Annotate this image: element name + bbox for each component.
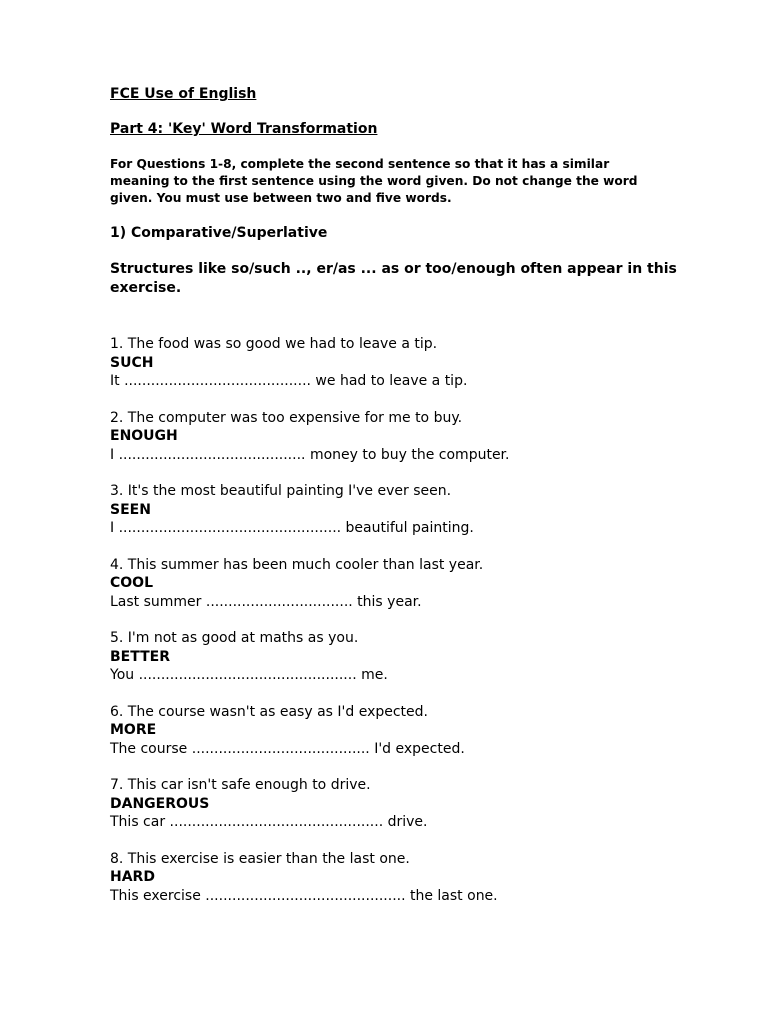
question-item	[110, 335, 710, 391]
question-sentence: 1. The food was so good we had to leave a tip.	[110, 336, 438, 352]
question-transformation: Last summer ................................. this year.	[110, 593, 422, 610]
question-key-word: DANGEROUS	[110, 795, 210, 812]
question-transformation: This exercise ............................................. the last one.	[110, 887, 498, 904]
question-transformation: The course ........................................ I'd expected.	[110, 740, 465, 757]
instructions-paragraph: For Questions 1-8, complete the second sentence so that it has a similar meaning to the first sentence using the word given. Do not change the word given. You must use between two and five words.	[110, 157, 638, 205]
section-heading: 1) Comparative/Superlative	[110, 225, 328, 241]
question-key-word: SUCH	[110, 354, 154, 371]
question-item	[110, 482, 710, 538]
question-transformation: It .......................................... we had to leave a tip.	[110, 373, 468, 389]
question-item	[110, 556, 710, 612]
structures-note: Structures like so/such .., er/as ... as or too/enough often appear in this exercise.	[110, 261, 677, 296]
part-title: Part 4: 'Key' Word Transformation	[110, 121, 378, 137]
question-sentence: 7. This car isn't safe enough to drive.	[110, 777, 371, 793]
question-sentence: 5. I'm not as good at maths as you.	[110, 630, 359, 646]
question-key-word: SEEN	[110, 501, 151, 518]
question-sentence: 6. The course wasn't as easy as I'd expected.	[110, 703, 429, 720]
document-page	[110, 84, 710, 923]
question-transformation: I .................................................. beautiful painting.	[110, 520, 474, 536]
question-list	[110, 335, 710, 905]
question-key-word: HARD	[110, 869, 155, 885]
question-transformation: I .......................................... money to buy the computer.	[110, 446, 510, 463]
question-item	[110, 409, 710, 465]
document-title: FCE Use of English	[110, 86, 257, 102]
question-transformation: You ................................................. me.	[110, 667, 388, 683]
question-item	[110, 850, 710, 906]
question-key-word: COOL	[110, 575, 153, 591]
question-item	[110, 703, 710, 759]
question-sentence: 8. This exercise is easier than the last one.	[110, 850, 410, 867]
question-transformation: This car ................................................ drive.	[110, 814, 428, 830]
question-item	[110, 629, 710, 685]
question-key-word: BETTER	[110, 648, 170, 665]
question-key-word: ENOUGH	[110, 428, 178, 444]
question-sentence: 2. The computer was too expensive for me to buy.	[110, 409, 463, 426]
question-item	[110, 776, 710, 832]
question-sentence: 4. This summer has been much cooler than last year.	[110, 556, 484, 573]
question-sentence: 3. It's the most beautiful painting I've ever seen.	[110, 483, 452, 499]
question-key-word: MORE	[110, 722, 157, 738]
